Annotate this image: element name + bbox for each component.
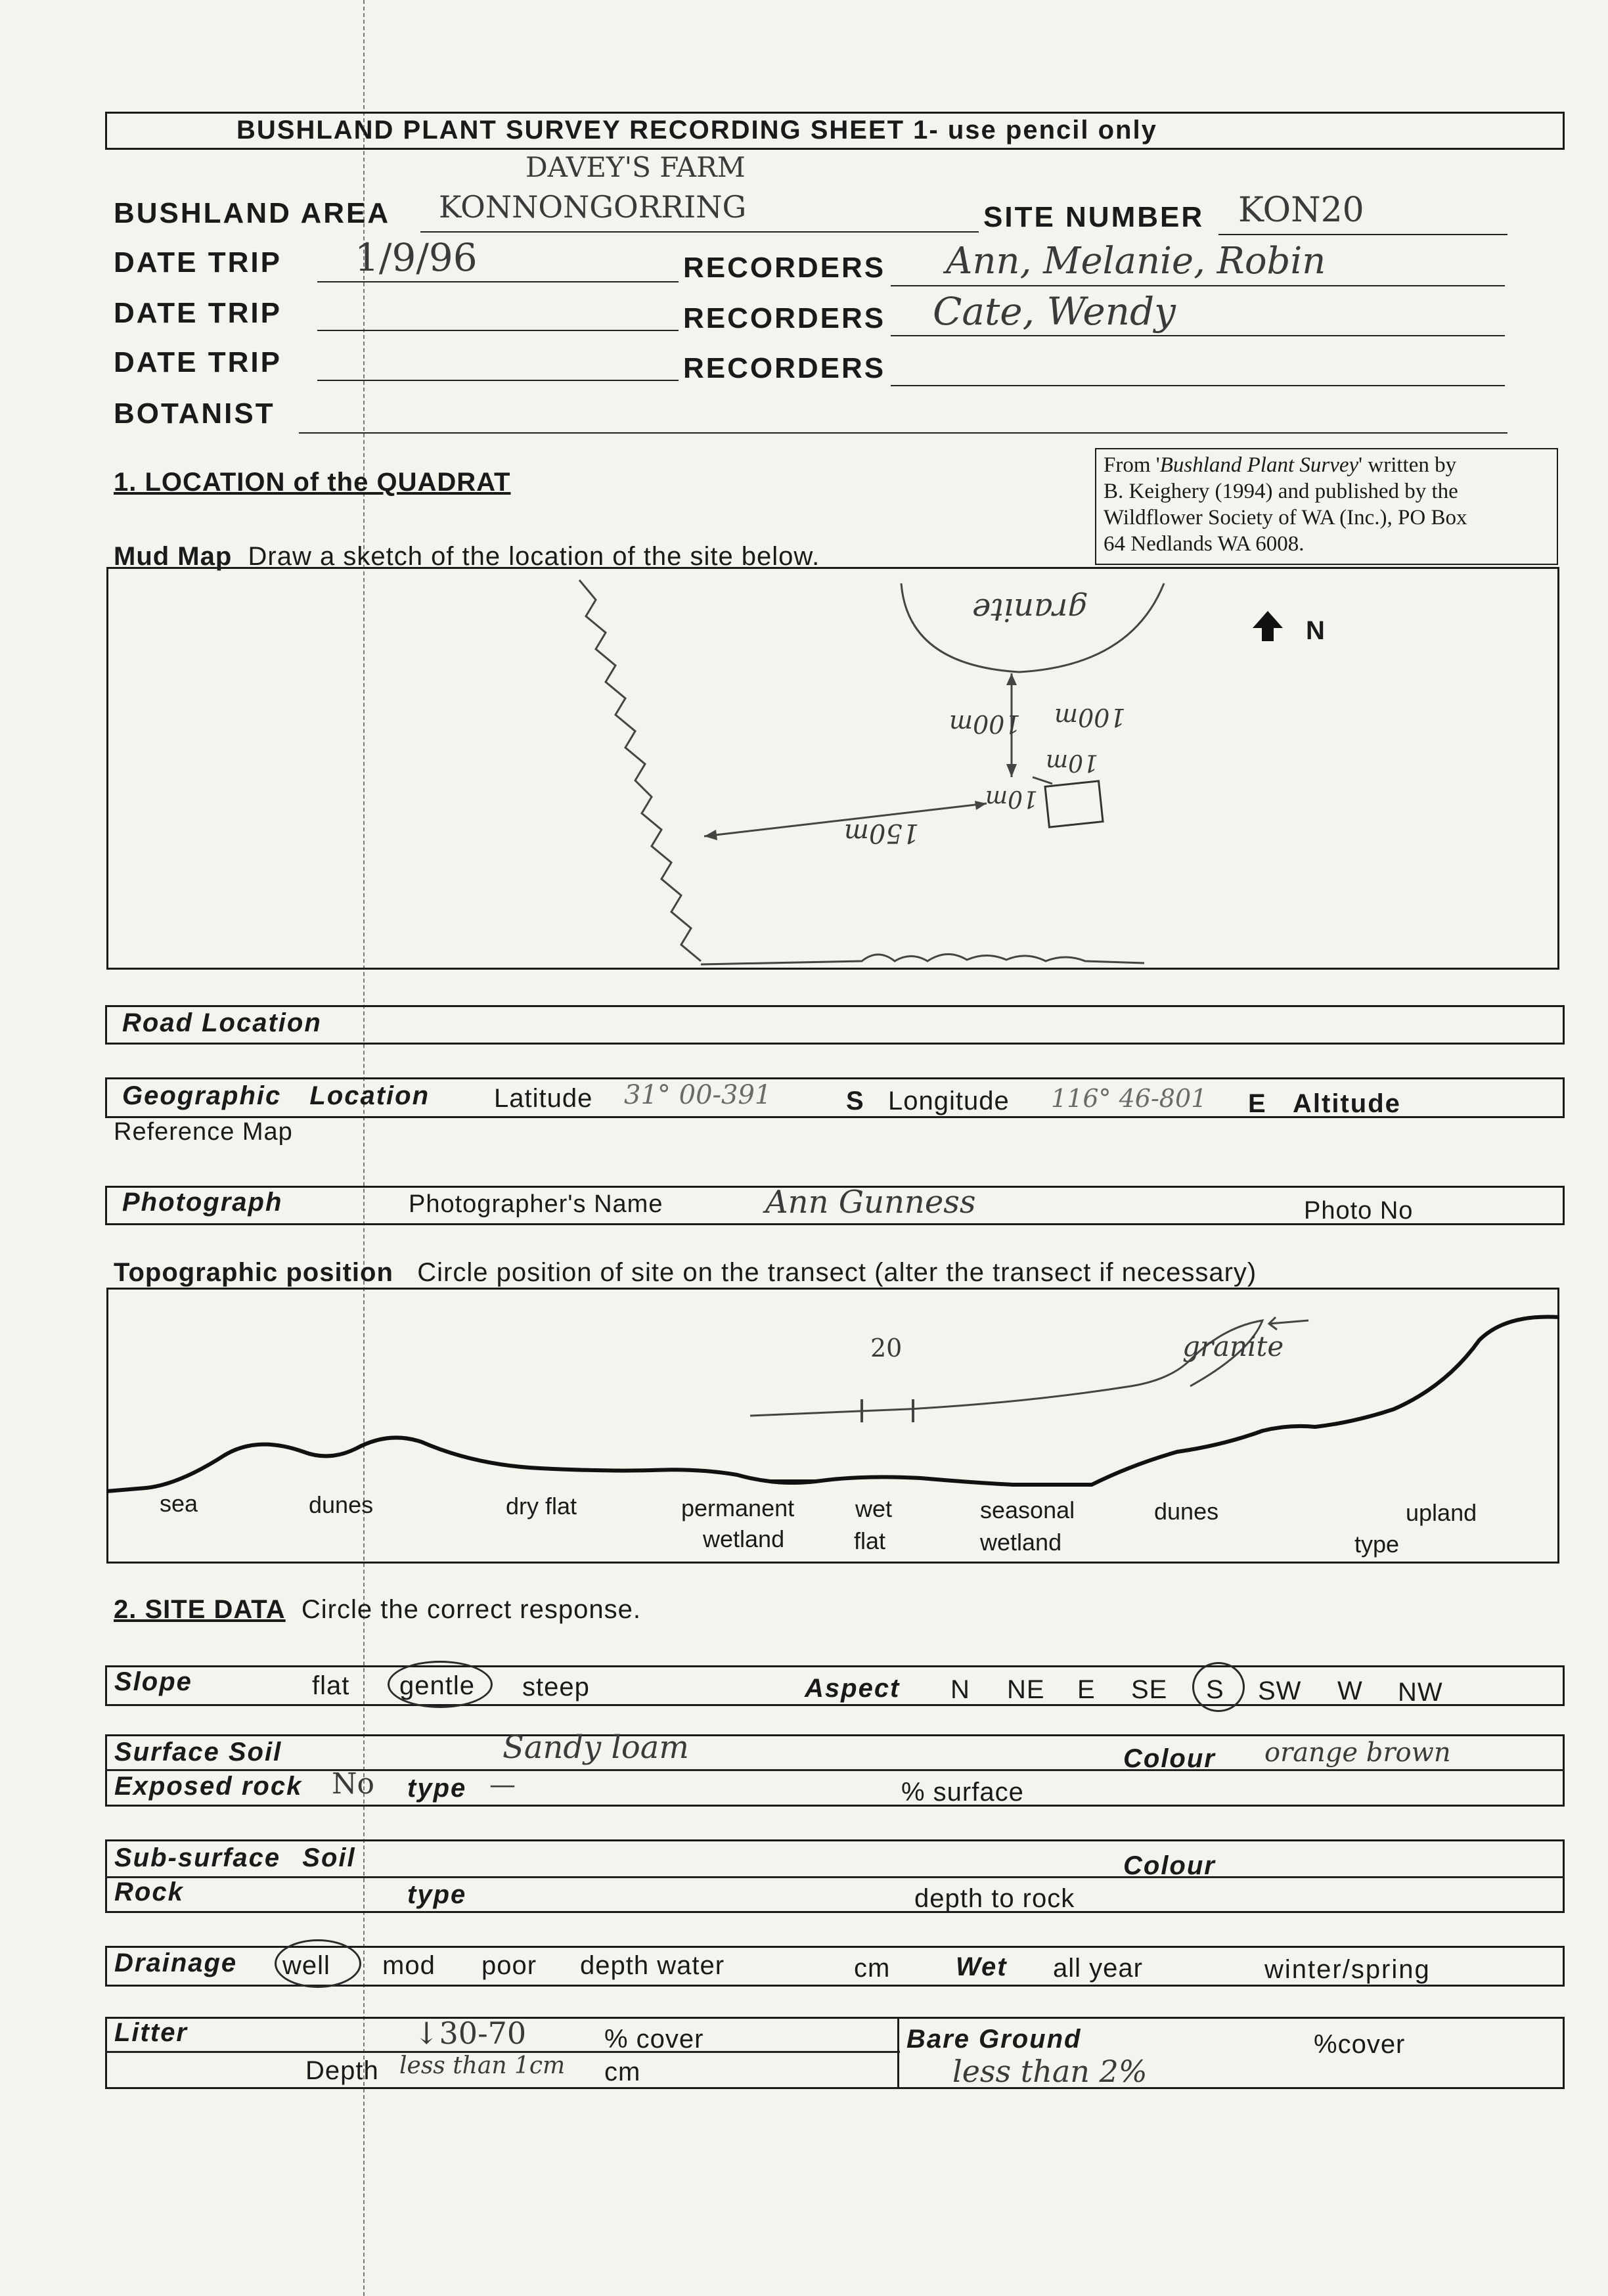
photographer-name-value[interactable]: Ann Gunness (765, 1184, 976, 1221)
longitude-value[interactable]: 116° 46-801 (1051, 1084, 1207, 1113)
longitude-label: Longitude (888, 1087, 1010, 1115)
trip1-date[interactable]: 1/9/96 (355, 235, 478, 280)
drainage-poor[interactable]: poor (481, 1951, 537, 1980)
litter-bare-divider (897, 2017, 899, 2089)
longitude-e-label: E (1248, 1089, 1266, 1118)
sketch-granite-label: granite (972, 591, 1088, 628)
photo-no-label: Photo No (1304, 1197, 1414, 1225)
road-location-box[interactable] (105, 1005, 1565, 1045)
recorders-label-2: RECORDERS (683, 302, 886, 334)
topo-seasonal: seasonal (980, 1497, 1075, 1523)
sketch-quadrat-tick (1033, 777, 1052, 784)
recorders-line-3 (891, 385, 1505, 386)
sketch-10m-left: 10m (985, 785, 1038, 812)
site-number-value[interactable]: KON20 (1238, 191, 1364, 230)
depth-water-cm: cm (854, 1954, 891, 1983)
recorders-line-1 (891, 285, 1505, 286)
subsurface-soil-divider (105, 1876, 1565, 1878)
topo-dunes-1: dunes (309, 1491, 374, 1518)
bare-ground-percent-label: %cover (1314, 2030, 1406, 2059)
sketch-100m-left: 100m (949, 709, 1021, 738)
rock-label: Rock (114, 1878, 184, 1906)
wet-label: Wet (956, 1952, 1008, 1981)
sketch-arrowhead-down (1006, 764, 1017, 777)
topo-granite-label: granite (1182, 1330, 1284, 1362)
bushland-area-value[interactable]: KONNONGORRING (439, 189, 747, 225)
transect-line (106, 1317, 1559, 1491)
topo-site-number: 20 (870, 1334, 903, 1362)
topo-flat: flat (854, 1527, 886, 1554)
aspect-e[interactable]: E (1077, 1675, 1096, 1704)
surface-soil-label: Surface Soil (114, 1738, 282, 1767)
depth-water-label: depth water (580, 1951, 725, 1980)
aspect-s[interactable]: S (1206, 1675, 1224, 1704)
litter-depth-value[interactable]: less than 1cm (399, 2052, 566, 2079)
surface-soil-value[interactable]: Sandy loam (502, 1729, 689, 1766)
bare-ground-label: Bare Ground (906, 2025, 1082, 2054)
site-number-label: SITE NUMBER (983, 201, 1205, 233)
transect-wetland-fill (750, 1479, 829, 1485)
reference-map-label: Reference Map (114, 1118, 293, 1146)
topographic-transect (106, 1288, 1559, 1564)
latitude-value[interactable]: 31° 00-391 (624, 1080, 772, 1110)
subsurface-colour-label: Colour (1123, 1851, 1216, 1880)
topo-upland: upland (1406, 1499, 1477, 1526)
north-arrow-icon (1251, 610, 1284, 642)
sketch-150m-label: 150m (844, 818, 920, 848)
litter-label: Litter (114, 2018, 188, 2047)
drainage-label: Drainage (114, 1948, 238, 1977)
sketch-quadrat (1045, 781, 1103, 827)
trip1-recorders[interactable]: Ann, Melanie, Robin (946, 240, 1326, 282)
aspect-ne[interactable]: NE (1007, 1675, 1045, 1704)
date-trip-label-2: DATE TRIP (114, 297, 282, 329)
surface-soil-divider (105, 1769, 1565, 1771)
botanist-line (299, 432, 1508, 434)
surface-colour-value[interactable]: orange brown (1264, 1738, 1451, 1768)
date-trip-label-1: DATE TRIP (114, 246, 282, 279)
bushland-area-label: BUSHLAND AREA (114, 197, 391, 229)
north-label: N (1306, 616, 1325, 645)
sketch-arrowhead-left (704, 830, 717, 840)
exposed-rock-label: Exposed rock (114, 1772, 303, 1801)
topo-wet: wet (855, 1495, 893, 1522)
aspect-w[interactable]: W (1337, 1677, 1363, 1705)
transect-granite-arrow (1269, 1317, 1308, 1330)
date-trip-line-2 (317, 330, 679, 331)
road-location-label: Road Location (122, 1008, 322, 1037)
date-trip-line-1 (317, 281, 679, 282)
exposed-type-label: type (407, 1774, 467, 1803)
drainage-well[interactable]: well (282, 1951, 330, 1980)
trip2-recorders[interactable]: Cate, Wendy (933, 289, 1176, 334)
bushland-area-note: DAVEY'S FARM (525, 151, 746, 183)
litter-cover-value[interactable]: ↓30-70 (414, 2015, 527, 2051)
bushland-area-line (420, 231, 979, 233)
bare-ground-value[interactable]: less than 2% (952, 2054, 1148, 2089)
aspect-se[interactable]: SE (1131, 1675, 1168, 1704)
slope-gentle[interactable]: gentle (399, 1671, 475, 1700)
wet-all-year[interactable]: all year (1053, 1954, 1143, 1983)
topo-sea: sea (160, 1490, 198, 1517)
photograph-label: Photograph (122, 1188, 283, 1217)
sketch-fence-line (579, 580, 701, 961)
sketch-10m-top: 10m (1046, 749, 1098, 776)
exposed-type-value[interactable]: — (489, 1770, 516, 1800)
topo-wetland-1: wetland (703, 1525, 785, 1552)
wet-winter-spring[interactable]: winter/spring (1264, 1955, 1431, 1984)
slope-steep[interactable]: steep (522, 1673, 590, 1701)
mudmap-sketch (106, 567, 1559, 970)
recorders-label-3: RECORDERS (683, 352, 886, 384)
topo-dunes-2: dunes (1154, 1498, 1219, 1525)
topo-dry-flat: dry flat (506, 1493, 577, 1519)
mudmap-label: Mud Map Draw a sketch of the location of the site below. (114, 542, 820, 571)
botanist-label: BOTANIST (114, 397, 275, 430)
recorders-line-2 (891, 335, 1505, 336)
latitude-label: Latitude (494, 1084, 593, 1113)
sketch-arrowhead-up (1006, 673, 1017, 685)
photographer-name-label: Photographer's Name (409, 1190, 663, 1218)
topographic-label: Topographic position Circle position of site on the transect (alter the transect if necessary) (114, 1258, 1257, 1287)
location-heading: 1. LOCATION of the QUADRAT (114, 468, 511, 497)
aspect-label: Aspect (805, 1674, 901, 1703)
subsurface-soil-label: Sub-surface Soil (114, 1843, 356, 1872)
depth-to-rock-label: depth to rock (914, 1884, 1075, 1913)
sketch-100m-right: 100m (1054, 703, 1126, 732)
site-number-line (1218, 234, 1508, 235)
aspect-nw[interactable]: NW (1398, 1678, 1443, 1707)
litter-depth-label: Depth (305, 2056, 379, 2085)
aspect-sw[interactable]: SW (1258, 1677, 1302, 1705)
citation-text: From 'Bushland Plant Survey' written by B. Keighery (1994) and published by the Wildflower Society of WA (Inc.), PO Box 64 Nedlands WA 6008. (1104, 453, 1467, 556)
geographic-location-label: Geographic Location (122, 1081, 430, 1110)
date-trip-label-3: DATE TRIP (114, 346, 282, 378)
page-title: BUSHLAND PLANT SURVEY RECORDING SHEET 1- use pencil only (236, 116, 1157, 145)
site-data-heading: 2. SITE DATA Circle the correct response. (114, 1595, 641, 1624)
litter-depth-cm: cm (604, 2058, 641, 2086)
altitude-label: Altitude (1293, 1089, 1401, 1118)
rock-type-label: type (407, 1880, 467, 1909)
slope-label: Slope (114, 1667, 192, 1696)
drainage-mod[interactable]: mod (382, 1951, 436, 1980)
latitude-s-label: S (846, 1087, 864, 1115)
topo-type: type (1354, 1531, 1400, 1558)
percent-surface-label: % surface (901, 1778, 1024, 1807)
litter-percent-cover-label: % cover (604, 2025, 704, 2054)
date-trip-line-3 (317, 380, 679, 381)
topo-wetland-2: wetland (980, 1529, 1062, 1556)
surface-colour-label: Colour (1123, 1744, 1216, 1773)
exposed-rock-value[interactable]: No (332, 1767, 374, 1801)
sketch-bottom-line (701, 954, 1144, 964)
slope-flat[interactable]: flat (312, 1671, 350, 1700)
recorders-label-1: RECORDERS (683, 252, 886, 284)
aspect-n[interactable]: N (950, 1675, 970, 1704)
topo-permanent: permanent (681, 1495, 795, 1521)
